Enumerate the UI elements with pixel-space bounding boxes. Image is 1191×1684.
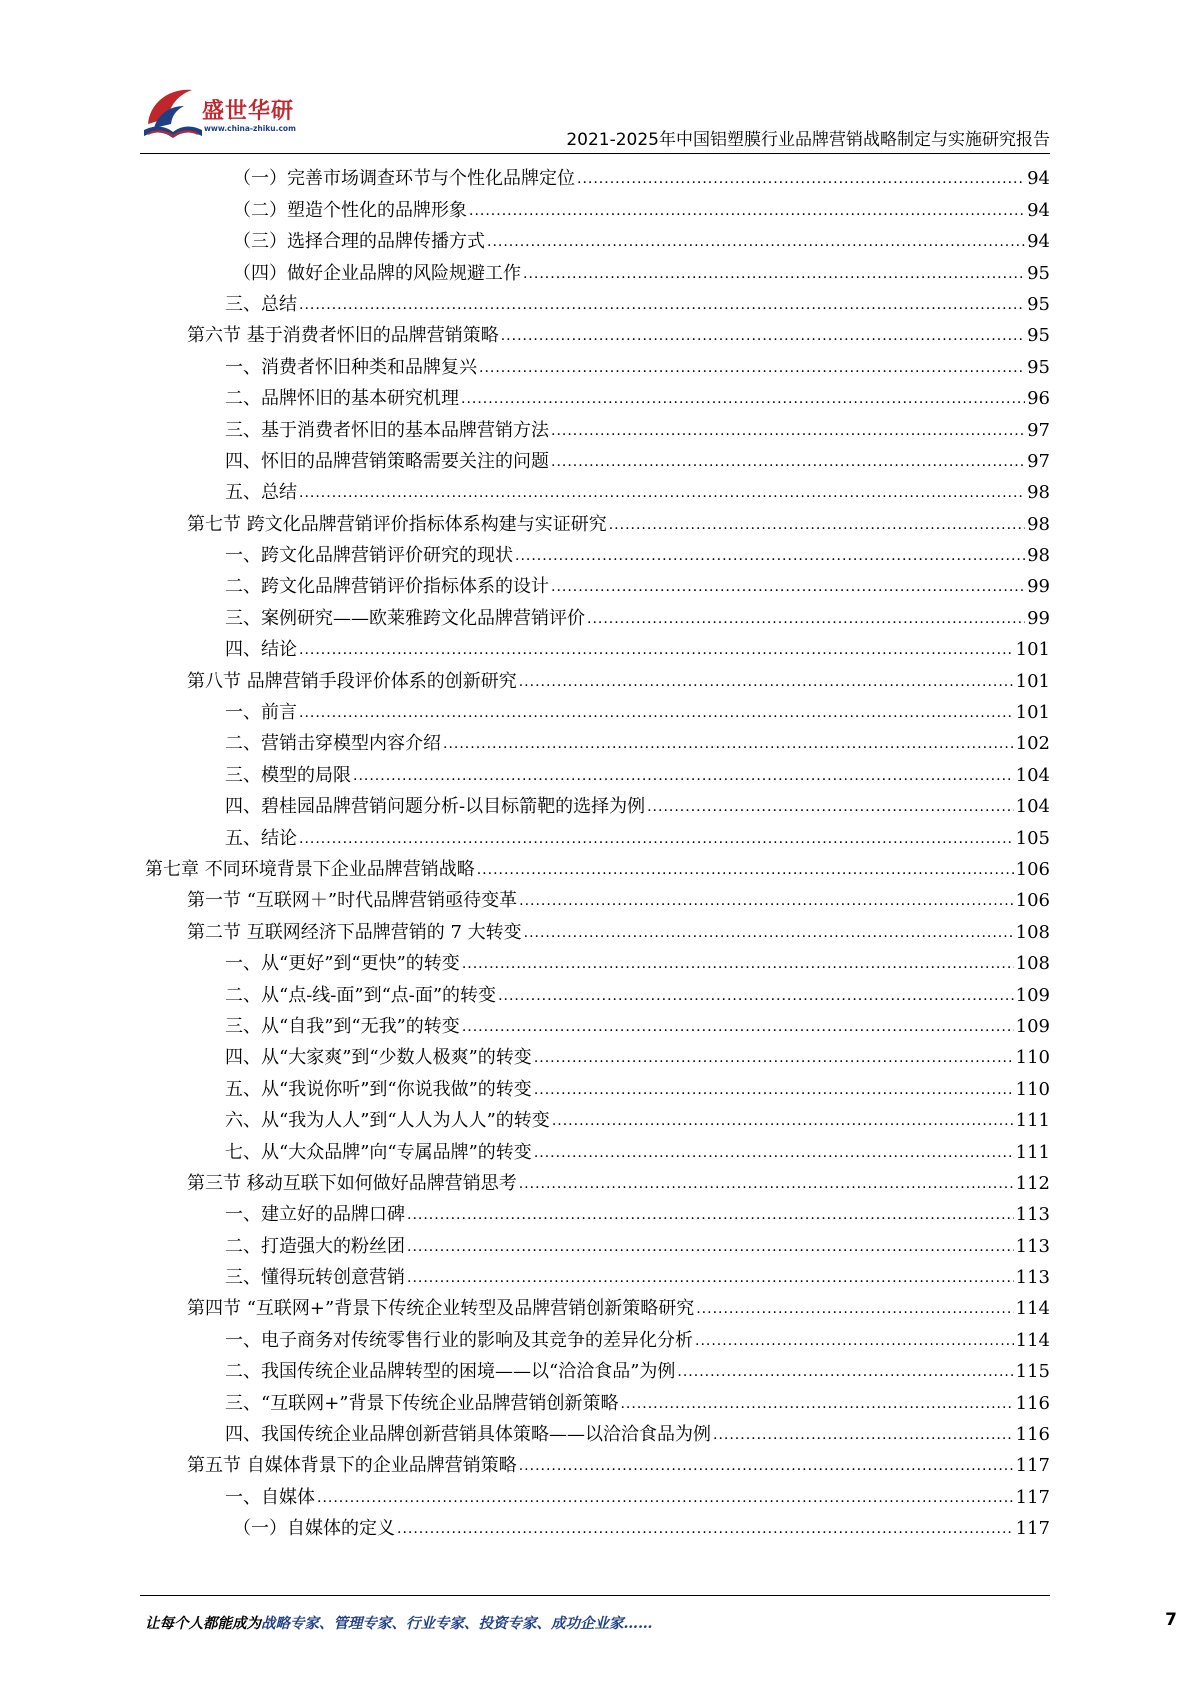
toc-dot-leader bbox=[462, 1018, 1014, 1036]
toc-entry[interactable] bbox=[145, 1291, 1050, 1322]
toc-dot-leader bbox=[397, 1520, 1014, 1538]
toc-entry-title: 第七节 跨文化品牌营销评价指标体系构建与实证研究 bbox=[187, 513, 607, 535]
toc-entry[interactable] bbox=[145, 1385, 1050, 1416]
toc-entry-title: 七、从“大众品牌”向“专属品牌”的转变 bbox=[225, 1141, 532, 1163]
toc-entry-page: 109 bbox=[1015, 1015, 1050, 1037]
toc-entry[interactable] bbox=[145, 349, 1050, 380]
toc-dot-leader bbox=[407, 1269, 1014, 1287]
page-header bbox=[140, 80, 1050, 150]
toc-entry-page: 106 bbox=[1015, 890, 1050, 912]
logo-book-icon bbox=[140, 84, 206, 142]
toc-entry-page: 94 bbox=[1027, 199, 1050, 221]
toc-entry[interactable] bbox=[145, 538, 1050, 569]
toc-entry-page: 117 bbox=[1015, 1455, 1050, 1477]
toc-entry-page: 95 bbox=[1027, 356, 1050, 378]
toc-entry-page: 95 bbox=[1027, 262, 1050, 284]
company-logo bbox=[140, 80, 300, 146]
toc-entry[interactable] bbox=[145, 1479, 1050, 1510]
toc-entry-page: 104 bbox=[1015, 764, 1050, 786]
toc-entry-title: （一）自媒体的定义 bbox=[233, 1518, 395, 1540]
toc-entry-title: 三、从“自我”到“无我”的转变 bbox=[225, 1015, 460, 1037]
toc-dot-leader bbox=[519, 1457, 1014, 1475]
toc-entry[interactable] bbox=[145, 1009, 1050, 1040]
toc-entry-title: 三、总结 bbox=[225, 293, 297, 315]
toc-entry[interactable] bbox=[145, 1228, 1050, 1259]
toc-dot-leader bbox=[677, 1363, 1013, 1381]
toc-entry-page: 94 bbox=[1027, 168, 1050, 190]
toc-entry-title: 四、怀旧的品牌营销策略需要关注的问题 bbox=[225, 450, 549, 472]
toc-dot-leader bbox=[620, 1395, 1013, 1413]
toc-entry-title: 第二节 互联网经济下品牌营销的 7 大转变 bbox=[187, 921, 522, 943]
toc-entry-page: 102 bbox=[1015, 733, 1050, 755]
toc-entry-title: （一）完善市场调查环节与个性化品牌定位 bbox=[233, 168, 575, 190]
toc-entry-page: 113 bbox=[1015, 1204, 1050, 1226]
toc-dot-leader bbox=[519, 673, 1014, 691]
toc-entry-title: 第六节 基于消费者怀旧的品牌营销策略 bbox=[187, 325, 499, 347]
toc-entry[interactable] bbox=[145, 1448, 1050, 1479]
page-number: 7 bbox=[1165, 1610, 1177, 1630]
toc-dot-leader bbox=[647, 798, 1014, 816]
toc-entry-title: 四、从“大家爽”到“少数人极爽”的转变 bbox=[225, 1047, 532, 1069]
toc-entry-page: 116 bbox=[1015, 1424, 1050, 1446]
toc-entry-title: 第一节 “互联网＋”时代品牌营销亟待变革 bbox=[187, 890, 518, 912]
toc-entry-page: 97 bbox=[1027, 419, 1050, 441]
toc-entry-page: 111 bbox=[1015, 1110, 1050, 1132]
toc-entry-title: 三、基于消费者怀旧的基本品牌营销方法 bbox=[225, 419, 549, 441]
toc-dot-leader bbox=[461, 390, 1025, 408]
toc-entry-page: 99 bbox=[1027, 576, 1050, 598]
toc-dot-leader bbox=[534, 1081, 1014, 1099]
toc-entry[interactable] bbox=[145, 820, 1050, 851]
toc-entry[interactable] bbox=[145, 1071, 1050, 1102]
toc-entry-title: 一、前言 bbox=[225, 702, 297, 724]
toc-entry-page: 114 bbox=[1015, 1329, 1050, 1351]
toc-entry[interactable] bbox=[145, 412, 1050, 443]
toc-dot-leader bbox=[523, 265, 1025, 283]
toc-entry-title: 第三节 移动互联下如何做好品牌营销思考 bbox=[187, 1172, 517, 1194]
toc-entry-title: 三、模型的局限 bbox=[225, 764, 351, 786]
toc-entry-page: 108 bbox=[1015, 953, 1050, 975]
toc-entry-page: 97 bbox=[1027, 450, 1050, 472]
toc-entry-title: 五、结论 bbox=[225, 827, 297, 849]
toc-dot-leader bbox=[487, 233, 1025, 251]
toc-dot-leader bbox=[534, 1144, 1014, 1162]
toc-dot-leader bbox=[587, 610, 1025, 628]
toc-entry[interactable] bbox=[145, 1260, 1050, 1291]
toc-entry-title: 五、从“我说你听”到“你说我做”的转变 bbox=[225, 1078, 532, 1100]
toc-dot-leader bbox=[469, 202, 1025, 220]
toc-entry-title: 二、打造强大的粉丝团 bbox=[225, 1235, 405, 1257]
toc-dot-leader bbox=[695, 1332, 1014, 1350]
toc-entry[interactable] bbox=[145, 506, 1050, 537]
toc-entry[interactable] bbox=[145, 789, 1050, 820]
toc-entry[interactable] bbox=[145, 381, 1050, 412]
toc-dot-leader bbox=[551, 578, 1025, 596]
toc-entry[interactable] bbox=[145, 161, 1050, 192]
toc-entry[interactable] bbox=[145, 1322, 1050, 1353]
toc-entry[interactable] bbox=[145, 444, 1050, 475]
toc-entry-page: 110 bbox=[1015, 1078, 1050, 1100]
toc-dot-leader bbox=[609, 516, 1025, 534]
footer-slogan-lead: 让每个人都能成为 bbox=[145, 1615, 261, 1632]
toc-dot-leader bbox=[519, 1175, 1014, 1193]
toc-entry-page: 117 bbox=[1015, 1518, 1050, 1540]
footer-slogan-emphasis: 战略专家、管理专家、行业专家、投资专家、成功企业家…… bbox=[261, 1615, 653, 1632]
toc-dot-leader bbox=[407, 1238, 1014, 1256]
toc-entry-title: 第八节 品牌营销手段评价体系的创新研究 bbox=[187, 670, 517, 692]
toc-entry-title: 三、懂得玩转创意营销 bbox=[225, 1267, 405, 1289]
toc-entry-title: 一、自媒体 bbox=[225, 1486, 315, 1508]
toc-entry[interactable] bbox=[145, 1166, 1050, 1197]
toc-entry-page: 101 bbox=[1015, 639, 1050, 661]
toc-entry[interactable] bbox=[145, 1511, 1050, 1542]
toc-dot-leader bbox=[713, 1426, 1014, 1444]
toc-entry[interactable] bbox=[145, 1103, 1050, 1134]
toc-dot-leader bbox=[407, 1206, 1014, 1224]
toc-entry-page: 114 bbox=[1015, 1298, 1050, 1320]
toc-entry[interactable] bbox=[145, 695, 1050, 726]
toc-entry[interactable] bbox=[145, 569, 1050, 600]
toc-entry-title: 五、总结 bbox=[225, 482, 297, 504]
toc-entry-page: 98 bbox=[1027, 482, 1050, 504]
toc-entry[interactable] bbox=[145, 914, 1050, 945]
toc-entry[interactable] bbox=[145, 663, 1050, 694]
toc-entry-title: 六、从“我为人人”到“人人为人人”的转变 bbox=[225, 1110, 550, 1132]
toc-entry-page: 113 bbox=[1015, 1235, 1050, 1257]
toc-entry[interactable] bbox=[145, 1040, 1050, 1071]
toc-entry[interactable] bbox=[145, 1197, 1050, 1228]
toc-entry-page: 105 bbox=[1015, 827, 1050, 849]
toc-entry[interactable] bbox=[145, 726, 1050, 757]
toc-dot-leader bbox=[299, 641, 1014, 659]
toc-entry-page: 98 bbox=[1027, 513, 1050, 535]
toc-entry-title: 四、结论 bbox=[225, 639, 297, 661]
header-divider bbox=[140, 153, 1050, 154]
toc-entry-title: 一、从“更好”到“更快”的转变 bbox=[225, 953, 460, 975]
toc-entry[interactable] bbox=[145, 946, 1050, 977]
toc-entry-page: 99 bbox=[1027, 607, 1050, 629]
toc-entry-page: 110 bbox=[1015, 1047, 1050, 1069]
toc-dot-leader bbox=[443, 735, 1014, 753]
toc-entry[interactable] bbox=[145, 255, 1050, 286]
toc-dot-leader bbox=[462, 955, 1014, 973]
toc-entry-title: 一、电子商务对传统零售行业的影响及其竞争的差异化分析 bbox=[225, 1329, 693, 1351]
toc-entry[interactable] bbox=[145, 1134, 1050, 1165]
toc-entry[interactable] bbox=[145, 475, 1050, 506]
toc-dot-leader bbox=[501, 327, 1025, 345]
toc-entry-page: 111 bbox=[1015, 1141, 1050, 1163]
toc-entry-title: 三、案例研究——欧莱雅跨文化品牌营销评价 bbox=[225, 607, 585, 629]
toc-entry-page: 94 bbox=[1027, 231, 1050, 253]
toc-entry[interactable] bbox=[145, 883, 1050, 914]
toc-dot-leader bbox=[519, 892, 1014, 910]
toc-entry[interactable] bbox=[145, 1417, 1050, 1448]
toc-entry-title: 一、消费者怀旧种类和品牌复兴 bbox=[225, 356, 477, 378]
toc-dot-leader bbox=[577, 170, 1025, 188]
toc-entry-page: 113 bbox=[1015, 1267, 1050, 1289]
toc-entry-title: 一、建立好的品牌口碑 bbox=[225, 1204, 405, 1226]
footer-divider bbox=[140, 1595, 1050, 1596]
toc-dot-leader bbox=[479, 359, 1025, 377]
footer-slogan bbox=[145, 1612, 1045, 1638]
toc-entry[interactable] bbox=[145, 1354, 1050, 1385]
toc-dot-leader bbox=[353, 767, 1014, 785]
toc-dot-leader bbox=[299, 296, 1025, 314]
toc-dot-leader bbox=[477, 861, 1014, 879]
toc-dot-leader bbox=[515, 547, 1025, 565]
toc-entry[interactable] bbox=[145, 852, 1050, 883]
toc-entry-title: 二、营销击穿模型内容介绍 bbox=[225, 733, 441, 755]
toc-entry-page: 108 bbox=[1015, 921, 1050, 943]
toc-entry-title: 三、“互联网+”背景下传统企业品牌营销创新策略 bbox=[225, 1392, 619, 1414]
toc-entry[interactable] bbox=[145, 192, 1050, 223]
toc-dot-leader bbox=[299, 704, 1014, 722]
toc-entry-title: （三）选择合理的品牌传播方式 bbox=[233, 231, 485, 253]
toc-entry-title: 二、从“点-线-面”到“点-面”的转变 bbox=[225, 984, 497, 1006]
toc-entry[interactable] bbox=[145, 977, 1050, 1008]
toc-entry-title: （四）做好企业品牌的风险规避工作 bbox=[233, 262, 521, 284]
toc-entry-title: 第四节 “互联网+”背景下传统企业转型及品牌营销创新策略研究 bbox=[187, 1298, 695, 1320]
toc-entry-title: 一、跨文化品牌营销评价研究的现状 bbox=[225, 545, 513, 567]
toc-entry-title: 二、品牌怀旧的基本研究机理 bbox=[225, 388, 459, 410]
toc-dot-leader bbox=[552, 1112, 1014, 1130]
toc-dot-leader bbox=[696, 1300, 1013, 1318]
toc-dot-leader bbox=[534, 1049, 1014, 1067]
toc-entry-page: 104 bbox=[1015, 796, 1050, 818]
toc-entry-page: 115 bbox=[1015, 1361, 1050, 1383]
table-of-contents bbox=[145, 161, 1050, 1542]
toc-entry[interactable] bbox=[145, 757, 1050, 788]
toc-entry[interactable] bbox=[145, 632, 1050, 663]
toc-entry-title: 二、跨文化品牌营销评价指标体系的设计 bbox=[225, 576, 549, 598]
toc-entry-title: （二）塑造个性化的品牌形象 bbox=[233, 199, 467, 221]
toc-entry-title: 第七章 不同环境背景下企业品牌营销战略 bbox=[145, 858, 475, 880]
logo-name: 盛世华研 bbox=[202, 99, 295, 124]
toc-dot-leader bbox=[551, 453, 1025, 471]
toc-entry-page: 109 bbox=[1015, 984, 1050, 1006]
toc-entry-title: 四、碧桂园品牌营销问题分析-以目标箭靶的选择为例 bbox=[225, 796, 646, 818]
toc-entry[interactable] bbox=[145, 600, 1050, 631]
toc-dot-leader bbox=[299, 484, 1025, 502]
toc-dot-leader bbox=[524, 924, 1014, 942]
logo-url: www.china-zhiku.com bbox=[204, 124, 296, 133]
toc-entry-page: 101 bbox=[1015, 702, 1050, 724]
toc-entry-title: 二、我国传统企业品牌转型的困境——以“洽洽食品”为例 bbox=[225, 1361, 676, 1383]
toc-entry-page: 96 bbox=[1027, 388, 1050, 410]
toc-entry[interactable] bbox=[145, 318, 1050, 349]
document-title: 2021-2025年中国铝塑膜行业品牌营销战略制定与实施研究报告 bbox=[566, 130, 1050, 150]
toc-entry[interactable] bbox=[145, 224, 1050, 255]
toc-entry-page: 95 bbox=[1027, 293, 1050, 315]
toc-entry-page: 106 bbox=[1015, 858, 1050, 880]
toc-entry-page: 116 bbox=[1015, 1392, 1050, 1414]
toc-entry-page: 101 bbox=[1015, 670, 1050, 692]
toc-entry-title: 第五节 自媒体背景下的企业品牌营销策略 bbox=[187, 1455, 517, 1477]
toc-dot-leader bbox=[498, 987, 1014, 1005]
toc-entry[interactable] bbox=[145, 287, 1050, 318]
toc-dot-leader bbox=[317, 1489, 1014, 1507]
toc-dot-leader bbox=[551, 422, 1025, 440]
toc-entry-page: 112 bbox=[1015, 1172, 1050, 1194]
toc-entry-page: 98 bbox=[1027, 545, 1050, 567]
toc-entry-title: 四、我国传统企业品牌创新营销具体策略——以洽洽食品为例 bbox=[225, 1424, 711, 1446]
toc-entry-page: 117 bbox=[1015, 1486, 1050, 1508]
toc-dot-leader bbox=[299, 830, 1014, 848]
toc-entry-page: 95 bbox=[1027, 325, 1050, 347]
